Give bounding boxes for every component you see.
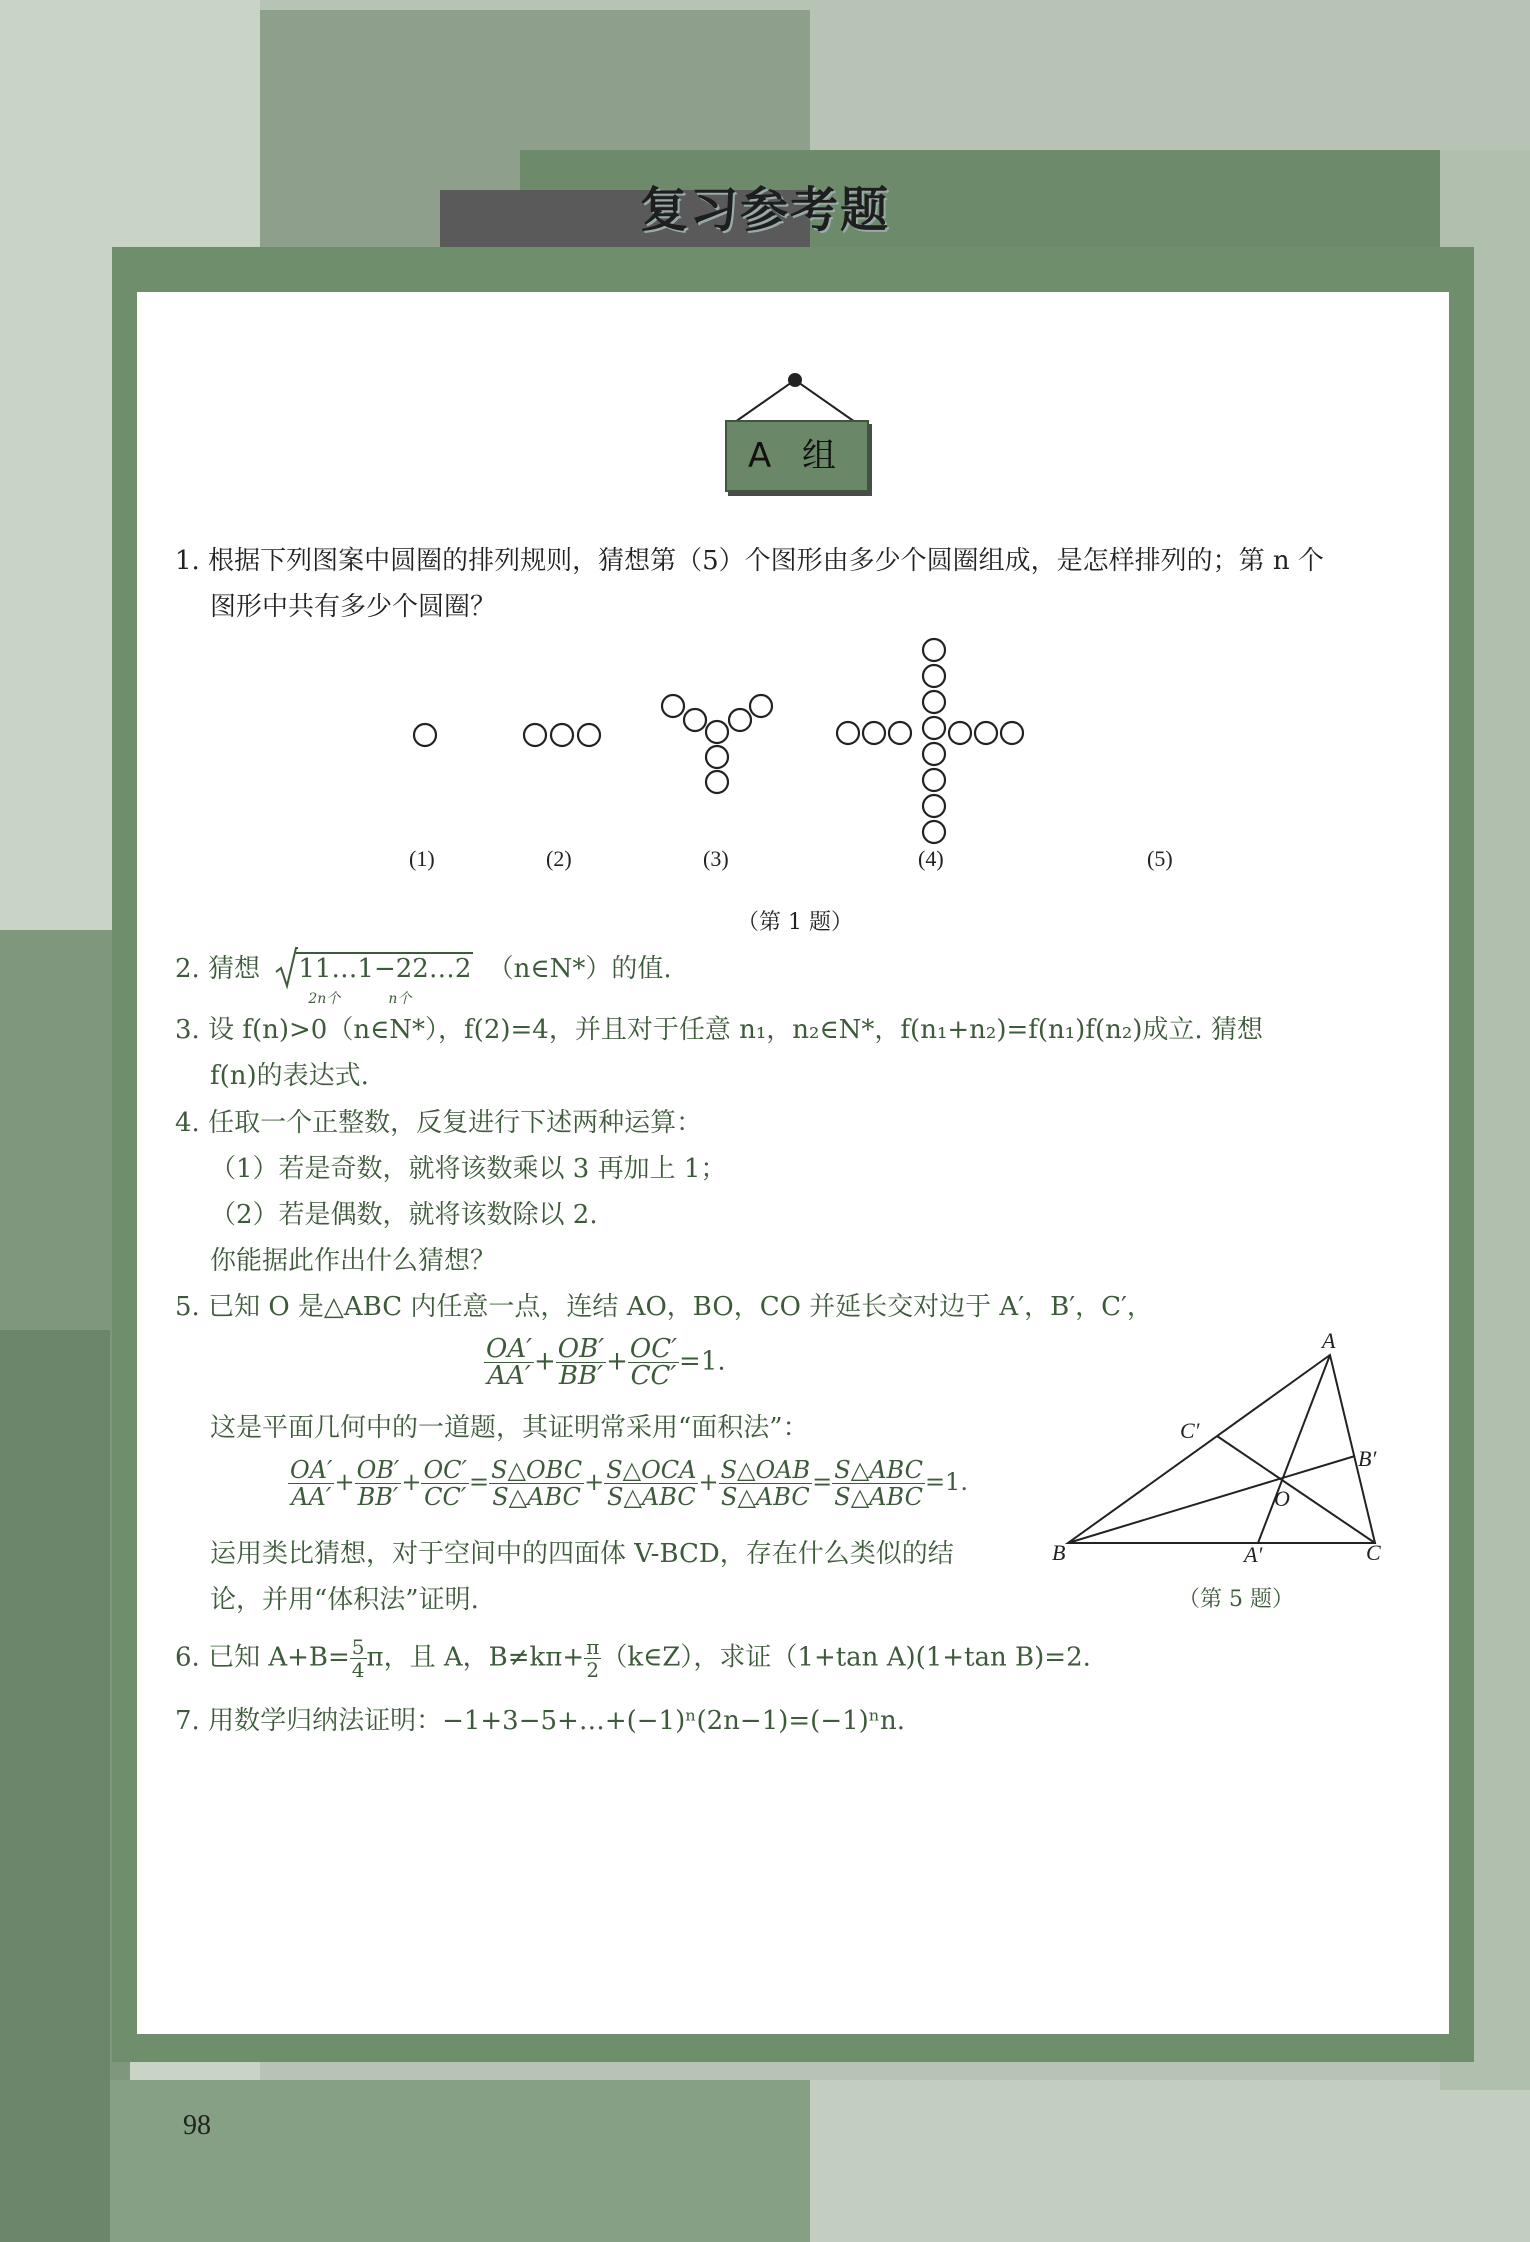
q5-vertex-C: C bbox=[1366, 1540, 1381, 1565]
q2-radicand: 11…1−22…2 bbox=[298, 954, 472, 984]
q1-caption: （第 1 题） bbox=[737, 910, 853, 935]
q5-eq2-area3: $\frac{\text{S△OAB}}{\text{S△ABC}}$ bbox=[720, 1456, 811, 1511]
q3-line2: f(n)的表达式. bbox=[210, 1061, 369, 1091]
section-label: A 组 bbox=[725, 420, 869, 492]
q5-eq2-area2: $\frac{\text{S△OCA}}{\text{S△ABC}}$ bbox=[606, 1456, 697, 1511]
q2-brace-label-2: n个 bbox=[388, 991, 412, 1007]
q2-prefix: 2. 猜想 bbox=[175, 954, 261, 984]
q5-point-A1: A′ bbox=[1244, 1542, 1263, 1567]
q1-label-2: (2) bbox=[546, 846, 572, 871]
q6: 6. 已知 A+B= $\frac{5}{4}$ π，且 A，B≠kπ+ $\frac{\pi}{2}$ （k∈Z），求证（1+tan A)(1+tan B)=2. bbox=[175, 1635, 1091, 1682]
q5-eq2-frac1: $\frac{OA'}{AA'}$ bbox=[290, 1456, 333, 1511]
q2-brace-label-1: 2n个 bbox=[308, 991, 341, 1007]
q5-point-B1: B′ bbox=[1358, 1446, 1377, 1471]
q4-line1: 4. 任取一个正整数，反复进行下述两种运算： bbox=[175, 1108, 703, 1138]
q4-line2: （1）若是奇数，就将该数乘以 3 再加上 1； bbox=[210, 1154, 727, 1184]
q1-line1: 1. 根据下列图案中圆圈的排列规则，猜想第（5）个图形由多少个圆圈组成，是怎样排列的；第 n 个 bbox=[175, 546, 1324, 576]
page-number: 98 bbox=[183, 2110, 211, 2141]
q4-line3: （2）若是偶数，就将该数除以 2. bbox=[210, 1200, 598, 1230]
q4-line4: 你能据此作出什么猜想？ bbox=[210, 1246, 497, 1276]
q6-frac2: $\frac{\pi}{2}$ bbox=[586, 1635, 600, 1682]
q5-vertex-A: A bbox=[1322, 1328, 1336, 1353]
q5-eq2-area4: $\frac{\text{S△ABC}}{\text{S△ABC}}$ bbox=[834, 1456, 923, 1511]
q5-eq1-frac3: $\frac{OC'}{CC'}$ bbox=[629, 1334, 678, 1391]
backdrop-bottom-left bbox=[110, 2080, 810, 2242]
q5-eq1-frac1: $\frac{OA'}{AA'}$ bbox=[486, 1334, 532, 1391]
q1-label-1: (1) bbox=[409, 846, 435, 871]
q5-equation-2: $\frac{OA'}{AA'}$ + $\frac{OB'}{BB'}$ + $\frac{OC'}{CC'}$ = $\frac{\text{S△OBC}}{\text{S△ABC}}$ + $\frac{\text{S△OCA}}{\text{S△ABC}}$ + $\frac{\text{S△OAB}}{\text{S△ABC}}$ = $\frac{\text{S△ABC}}{\text{S△ABC}}$ =1. bbox=[290, 1456, 968, 1511]
q5-line2: 这是平面几何中的一道题，其证明常采用“面积法”： bbox=[210, 1413, 809, 1443]
q5-line3: 运用类比猜想，对于空间中的四面体 V-BCD，存在什么类似的结 bbox=[210, 1539, 954, 1569]
q5-line1: 5. 已知 O 是△ABC 内任意一点，连结 AO，BO，CO 并延长交对边于 A′，B′，C′， bbox=[175, 1292, 1153, 1322]
q5-eq2-frac2: $\frac{OB'}{BB'}$ bbox=[356, 1456, 400, 1511]
q2-radical bbox=[274, 950, 473, 1007]
q1-circle-figures bbox=[0, 620, 1530, 880]
q7: 7. 用数学归纳法证明：−1+3−5+…+(−1)ⁿ(2n−1)=(−1)ⁿn. bbox=[175, 1706, 906, 1736]
q5-eq1-frac2: $\frac{OB'}{BB'}$ bbox=[557, 1334, 605, 1391]
radical-sign-icon bbox=[274, 946, 298, 990]
q3-line1: 3. 设 f(n)>0（n∈N*），f(2)=4，并且对于任意 n₁，n₂∈N*，f(n₁+n₂)=f(n₁)f(n₂)成立. 猜想 bbox=[175, 1015, 1263, 1045]
backdrop-bottom-right bbox=[810, 2080, 1530, 2242]
q2 bbox=[175, 950, 672, 1007]
section-sign bbox=[720, 370, 870, 500]
q5-line4: 论，并用“体积法”证明. bbox=[210, 1585, 479, 1615]
q5-equation-1: $\frac{OA'}{AA'}$ + $\frac{OB'}{BB'}$ + $\frac{OC'}{CC'}$ =1. bbox=[486, 1334, 726, 1391]
q1-label-4: (4) bbox=[918, 846, 944, 871]
q5-eq2-area1: $\frac{\text{S△OBC}}{\text{S△ABC}}$ bbox=[491, 1456, 583, 1511]
backdrop-left-strip-dark bbox=[0, 1330, 110, 2242]
q5-point-O: O bbox=[1274, 1486, 1290, 1511]
q1-label-5: (5) bbox=[1147, 846, 1173, 871]
q2-suffix: （n∈N*）的值. bbox=[487, 954, 672, 984]
q5-vertex-B: B bbox=[1052, 1540, 1066, 1565]
q6-frac1: $\frac{5}{4}$ bbox=[351, 1635, 365, 1682]
q5-caption: （第 5 题） bbox=[1178, 1587, 1294, 1612]
q1-line2: 图形中共有多少个圆圈？ bbox=[210, 592, 497, 622]
page-title: 复习参考题 bbox=[640, 182, 891, 238]
q5-eq2-frac3: $\frac{OC'}{CC'}$ bbox=[423, 1456, 467, 1511]
q1-label-3: (3) bbox=[703, 846, 729, 871]
q5-point-C1: C′ bbox=[1180, 1418, 1200, 1443]
